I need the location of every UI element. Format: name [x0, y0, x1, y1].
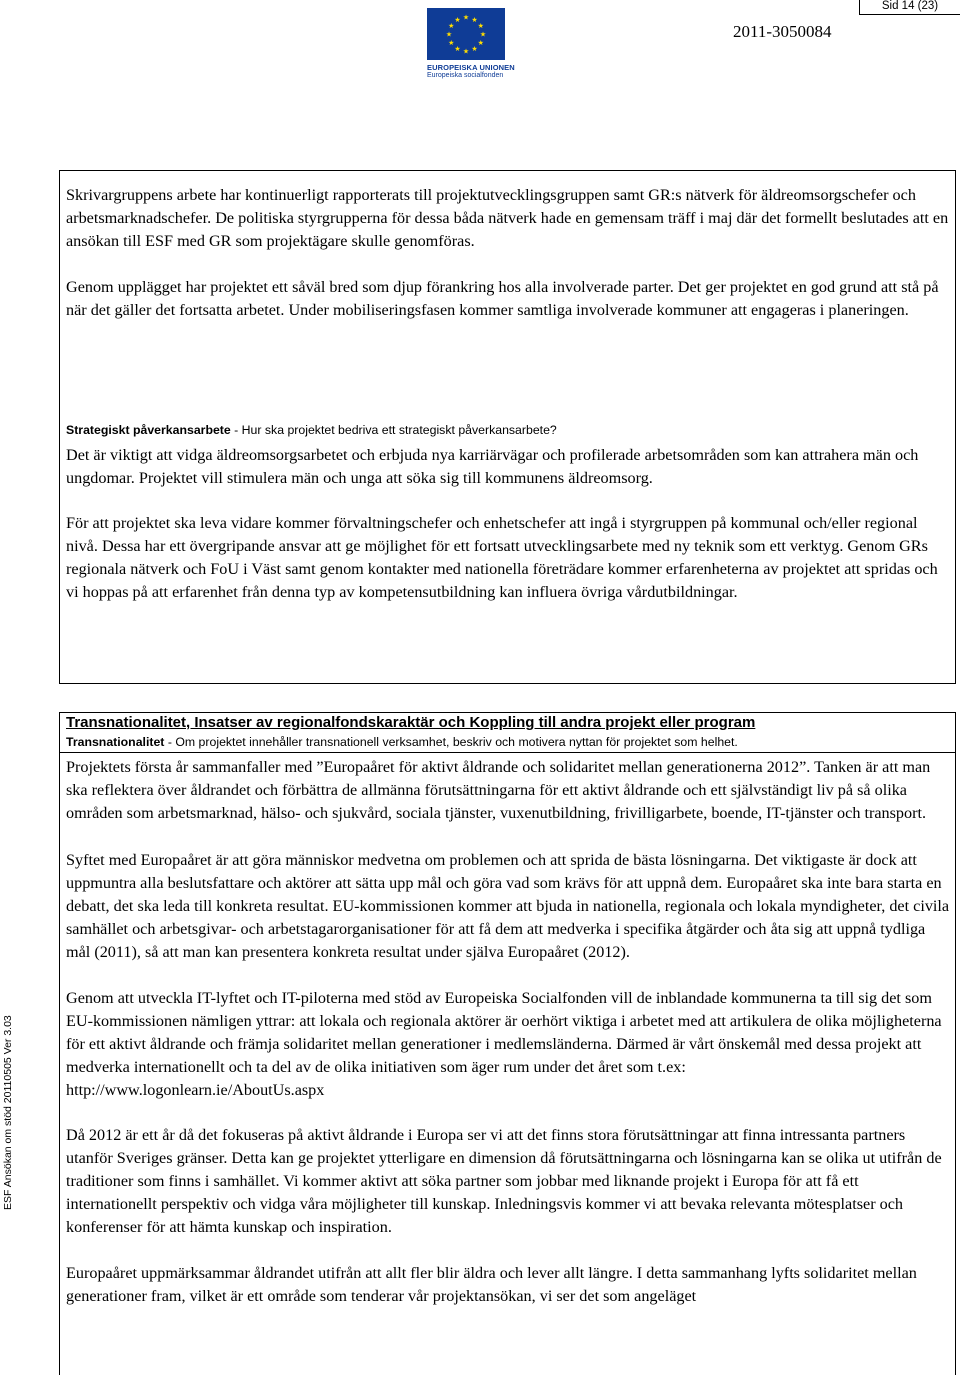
paragraph: Genom upplägget har projektet ett såväl bred som djup förankring hos alla involverade parter. Det ger projektet en god grund att stå på när det gäller det fortsatta arbetet. Under mobiliseringsfasen kommer samtliga involverade kommuner att engageras i planeringen.	[66, 278, 939, 319]
star-icon: ★	[462, 13, 470, 22]
section1-intro	[66, 184, 952, 322]
paragraph: Skrivargruppens arbete har kontinuerligt rapporterats till projektutvecklingsgruppen samt GR:s nätverk för äldreomsorgschefer och arbetsmarknadschefer. De politiska styrgrupperna för dessa båda nätverk hade en gemensam träff i maj där det formellt beslutades att en ansökan till ESF med GR som projektägare skulle genomföras.	[66, 186, 949, 250]
star-icon: ★	[471, 45, 478, 54]
form-version-label: ESF Ansökan om stöd 20110505 Ver 3.03	[2, 1015, 14, 1210]
section-title: Transnationalitet, Insatser av regionalfondskaraktär och Koppling till andra projekt eller program	[66, 714, 756, 731]
question-label: Strategiskt påverkansarbete	[66, 423, 231, 437]
star-icon: ★	[477, 22, 484, 30]
paragraph: Då 2012 är ett år då det fokuseras på aktivt åldrande i Europa ser vi att det finns stora förutsättningar att finna intressanta partners utanför Sveriges gränser. Detta kan ge projektet ytterligare en dimension då förutsättningarna och lösningarna kan se olika ut utifrån de traditioner som finns i samhället. Vi kommer aktivt att söka partner som jobbar med liknande projekt i Europa för att få ett internationellt perspektiv och vidga våra möjligheter till kunskap. Inledningsvis kommer vi att bevaka relevanta mötesplatser och konferenser för att hämta kunskap och inspiration.	[66, 1126, 942, 1236]
paragraph: Syftet med Europaåret är att göra människor medvetna om problemen och att sprida de bästa lösningarna. Det viktigaste är dock att uppmuntra alla beslutsfattare och aktörer att sätta upp mål och göra vad som krävs för att uppnå dem. Europaåret ska inte bara starta en debatt, det ska leda till konkreta resultat. EU-kommissionen kommer att bjuda in nationella, regionala och lokala myndigheter, det civila samhället och arbetsgivar- och arbetstagarorganisationer för att få dem att medverka i specifika åtgärder och åta sig att uppnå tydliga mål (2011), så att man kan presentera konkreta resultat under själva Europaåret (2012).	[66, 851, 950, 961]
question-text: - Om projektet innehåller transnationell verksamhet, beskriv och motivera nyttan för projektet som helhet.	[164, 735, 738, 749]
star-icon: ★	[462, 47, 470, 56]
transnational-question	[66, 735, 952, 750]
star-icon: ★	[477, 39, 484, 47]
paragraph: Europaåret uppmärksammar åldrandet utifrån att allt fler blir äldra och lever allt längre. I detta sammanhang lyfts solidaritet mellan generationer fram, vilket är ett område som tenderar vår projektansökan, vi ser det som angeläget	[66, 1264, 917, 1305]
divider	[59, 752, 956, 753]
url-link[interactable]: http://www.logonlearn.ie/AboutUs.aspx	[66, 1081, 325, 1099]
star-icon: ★	[471, 15, 478, 24]
document-id: 2011-3050084	[733, 22, 832, 41]
star-icon: ★	[454, 45, 461, 54]
star-icon: ★	[448, 39, 455, 47]
star-icon: ★	[445, 30, 453, 39]
logo-line2: Europeiska socialfonden	[427, 72, 504, 79]
paragraph: Projektets första år sammanfaller med ”Europaåret för aktivt åldrande och solidaritet mellan generationerna 2012”. Tanken är att man ska reflektera över åldrandet och förbättra de allmänna förutsättningarna för ett aktivt åldrande och ett självständigt liv på så olika områden som arbetsmarknad, hälso- och sjukvård, sociala tjänster, vuxenutbildning, frivilligarbete, boende, IT-tjänster och transport.	[66, 758, 931, 822]
paragraph: Det är viktigt att vidga äldreomsorgsarbetet och erbjuda nya karriärvägar och profilerade arbetsområden som kan attrahera män och ungdomar. Projektet vill stimulera män och unga att söka sig till kommunens äldreomsorg.	[66, 446, 919, 487]
question-text: - Hur ska projektet bedriva ett strategiskt påverkansarbete?	[230, 423, 557, 437]
logo-line1: EUROPEISKA UNIONEN	[427, 63, 515, 72]
paragraph: För att projektet ska leva vidare kommer förvaltningschefer och enhetschefer att ingå i styrgruppen på kommunal och/eller regional nivå. Dessa har ett övergripande ansvar att ge möjlighet för ett fortsatt utvecklingsarbete med ny teknik som ett verktyg. Genom GRs regionala nätverk och FoU i Väst samt genom kontakter med nationella företrädare kommer erfarenheterna av projektet att spridas och vi hoppas på att erfarenhet från denna typ av kompetensutbildning kan influera övriga vårdutbildningar.	[66, 514, 938, 601]
star-icon: ★	[448, 22, 455, 30]
star-icon: ★	[479, 30, 487, 39]
page-number: Sid 14 (23)	[859, 0, 960, 15]
transnational-answer	[66, 756, 952, 1308]
strategic-question	[66, 423, 952, 438]
eu-flag-icon	[427, 8, 505, 60]
paragraph: Genom att utveckla IT-lyftet och IT-piloterna med stöd av Europeiska Socialfonden vill de inblandade kommunerna ta till sig det som EU-kommissionen nämligen yttrar: att lokala och regionala aktörer är oerhört viktiga i arbetet med att artikulera de olika möjligheterna för ett aktivt åldrande och främja solidaritet mellan generationer i medlemsländerna. Därmed är vårt önskemål med dessa projekt att medverka internationellt och ta del av de olika initiativen som äger rum under det året som t.ex:	[66, 989, 942, 1076]
strategic-answer	[66, 444, 952, 604]
question-label: Transnationalitet	[66, 735, 165, 749]
star-icon: ★	[454, 15, 461, 24]
eu-logo	[427, 8, 515, 79]
